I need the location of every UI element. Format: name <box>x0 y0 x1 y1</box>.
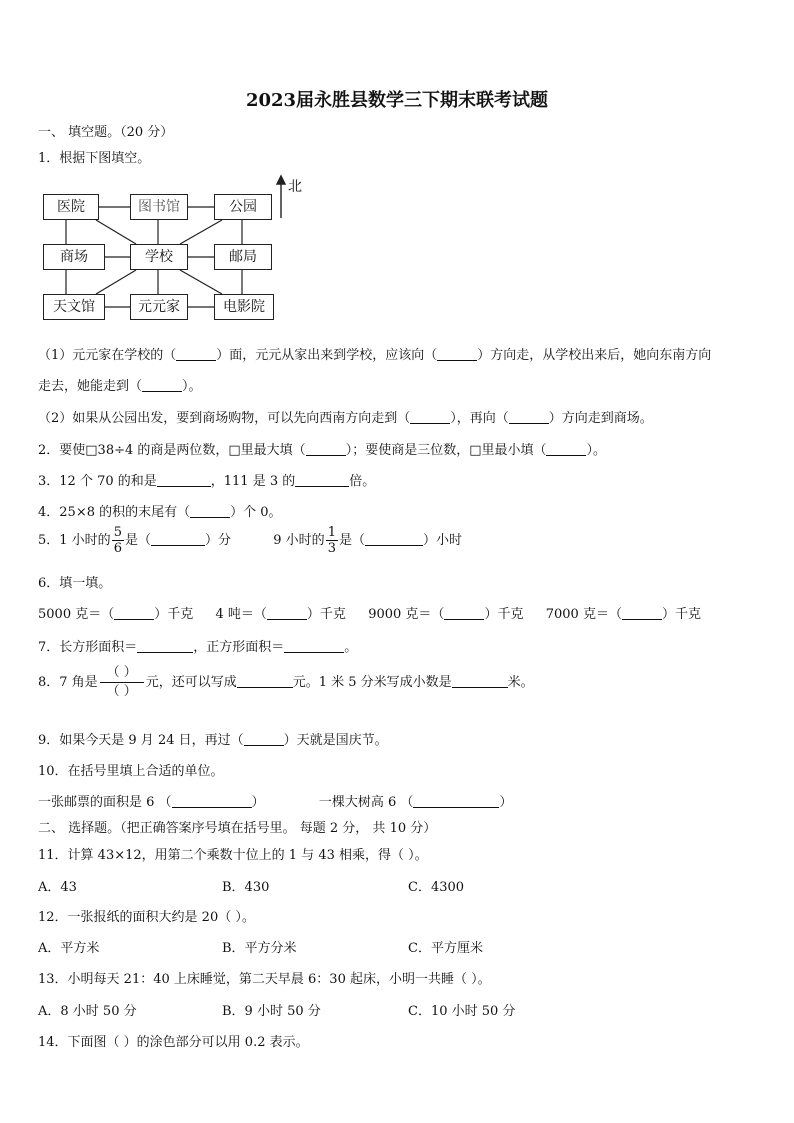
answer-blank[interactable] <box>444 607 484 620</box>
answer-blank[interactable] <box>137 639 193 653</box>
answer-blank[interactable] <box>306 443 346 456</box>
map-box-observatory: 天文馆 <box>43 294 105 320</box>
q13-option-a[interactable]: A．8 小时 50 分 <box>38 1004 137 1019</box>
q12-option-b[interactable]: B．平方分米 <box>222 941 297 956</box>
answer-blank[interactable] <box>157 473 211 487</box>
q6-prompt: 6．填一填。 <box>38 576 112 591</box>
q10-items: 一张邮票的面积是 6 （ ） 一棵大树高 6 （ ） <box>38 795 513 810</box>
q13-option-c[interactable]: C．10 小时 50 分 <box>408 1004 516 1019</box>
answer-blank[interactable] <box>410 411 450 424</box>
q11-option-b[interactable]: B．430 <box>222 880 270 895</box>
q1-map-diagram <box>38 172 308 332</box>
answer-blank[interactable] <box>437 348 477 361</box>
north-label: 北 <box>288 179 302 195</box>
q8: 8．7 角是 （ ） （ ） 元，还可以写成 元。1 米 5 分米写成小数是 米。 <box>38 665 534 699</box>
answer-blank[interactable] <box>452 674 508 688</box>
answer-blank[interactable] <box>172 795 252 808</box>
q12-prompt: 12．一张报纸的面积大约是 20（ ）。 <box>38 910 255 925</box>
answer-blank[interactable] <box>244 733 284 746</box>
answer-blank[interactable] <box>284 639 344 653</box>
map-box-cinema: 电影院 <box>214 294 274 320</box>
fraction-one-third: $\frac{1}{3}$ <box>327 525 336 556</box>
q2: 2．要使□38÷4 的商是两位数，□里最大填（ ）；要使商是三位数，□里最小填（ ）。 <box>38 443 606 458</box>
fraction-blank[interactable]: （ ） （ ） <box>100 664 144 701</box>
answer-blank[interactable] <box>142 379 182 392</box>
q3: 3．12 个 70 的和是 ，111 是 3 的 倍。 <box>38 474 376 489</box>
map-box-post-office: 邮局 <box>214 244 272 270</box>
answer-blank[interactable] <box>413 795 499 808</box>
answer-blank[interactable] <box>295 473 349 487</box>
page-title: 2023届永胜县数学三下期末联考试题 <box>245 90 549 111</box>
q1-sub2: （2）如果从公园出发，要到商场购物，可以先向西南方向走到（ ），再向（ ）方向走到商场。 <box>38 411 653 426</box>
map-box-library: 图书馆 <box>130 194 188 220</box>
answer-blank[interactable] <box>151 533 205 546</box>
q14-prompt: 14．下面图（ ）的涂色部分可以用 0.2 表示。 <box>38 1035 309 1050</box>
map-box-school: 学校 <box>130 244 188 270</box>
answer-blank[interactable] <box>509 411 549 424</box>
section2-header: 二、 选择题。（把正确答案序号填在括号里。 每题 2 分， 共 10 分） <box>38 821 437 836</box>
map-box-park: 公园 <box>214 194 272 220</box>
fraction-five-sixths: $\frac{5}{6}$ <box>113 525 122 556</box>
q9: 9．如果今天是 9 月 24 日，再过（ ）天就是国庆节。 <box>38 733 388 748</box>
map-box-mall: 商场 <box>43 244 105 270</box>
q5: 5．1 小时的 $\frac{5}{6}$ 是（ ）分 9 小时的 $\frac{1}{3}$ 是（ ）小时 <box>38 525 462 556</box>
q6-items: 5000 克＝（ ）千克 4 吨＝（ ）千克 9000 克＝（ ）千克 7000 克＝（ ）千克 <box>38 607 701 622</box>
map-box-yuanyuan-home: 元元家 <box>130 294 188 320</box>
q1-sub1-line2: 走去，她能走到（ ）。 <box>38 379 202 394</box>
q12-option-a[interactable]: A．平方米 <box>38 941 100 956</box>
q7: 7．长方形面积＝ ，正方形面积＝ 。 <box>38 640 358 655</box>
answer-blank[interactable] <box>365 533 423 546</box>
q13-prompt: 13．小明每天 21：40 上床睡觉，第二天早晨 6：30 起床，小明一共睡（ ）。 <box>38 972 491 987</box>
map-box-hospital: 医院 <box>43 194 99 220</box>
q1-prompt: 1．根据下图填空。 <box>38 151 151 166</box>
q12-option-c[interactable]: C．平方厘米 <box>408 941 483 956</box>
q11-option-a[interactable]: A．43 <box>38 880 77 895</box>
q13-option-b[interactable]: B．9 小时 50 分 <box>222 1004 321 1019</box>
q11-prompt: 11．计算 43×12，用第二个乘数十位上的 1 与 43 相乘，得（ ）。 <box>38 848 428 863</box>
q11-option-c[interactable]: C．4300 <box>408 880 465 895</box>
answer-blank[interactable] <box>176 348 216 361</box>
section1-header: 一、 填空题。（20 分） <box>38 125 174 140</box>
q4: 4．25×8 的积的末尾有（ ）个 0。 <box>38 505 282 520</box>
answer-blank[interactable] <box>237 674 293 688</box>
answer-blank[interactable] <box>622 607 662 620</box>
q10-prompt: 10．在括号里填上合适的单位。 <box>38 764 224 779</box>
answer-blank[interactable] <box>190 505 230 518</box>
answer-blank[interactable] <box>114 607 154 620</box>
answer-blank[interactable] <box>267 607 307 620</box>
q1-sub1-line1: （1）元元家在学校的（ ）面，元元从家出来到学校，应该向（ ）方向走，从学校出来后，她向东南方向 <box>38 348 712 363</box>
answer-blank[interactable] <box>546 443 586 456</box>
